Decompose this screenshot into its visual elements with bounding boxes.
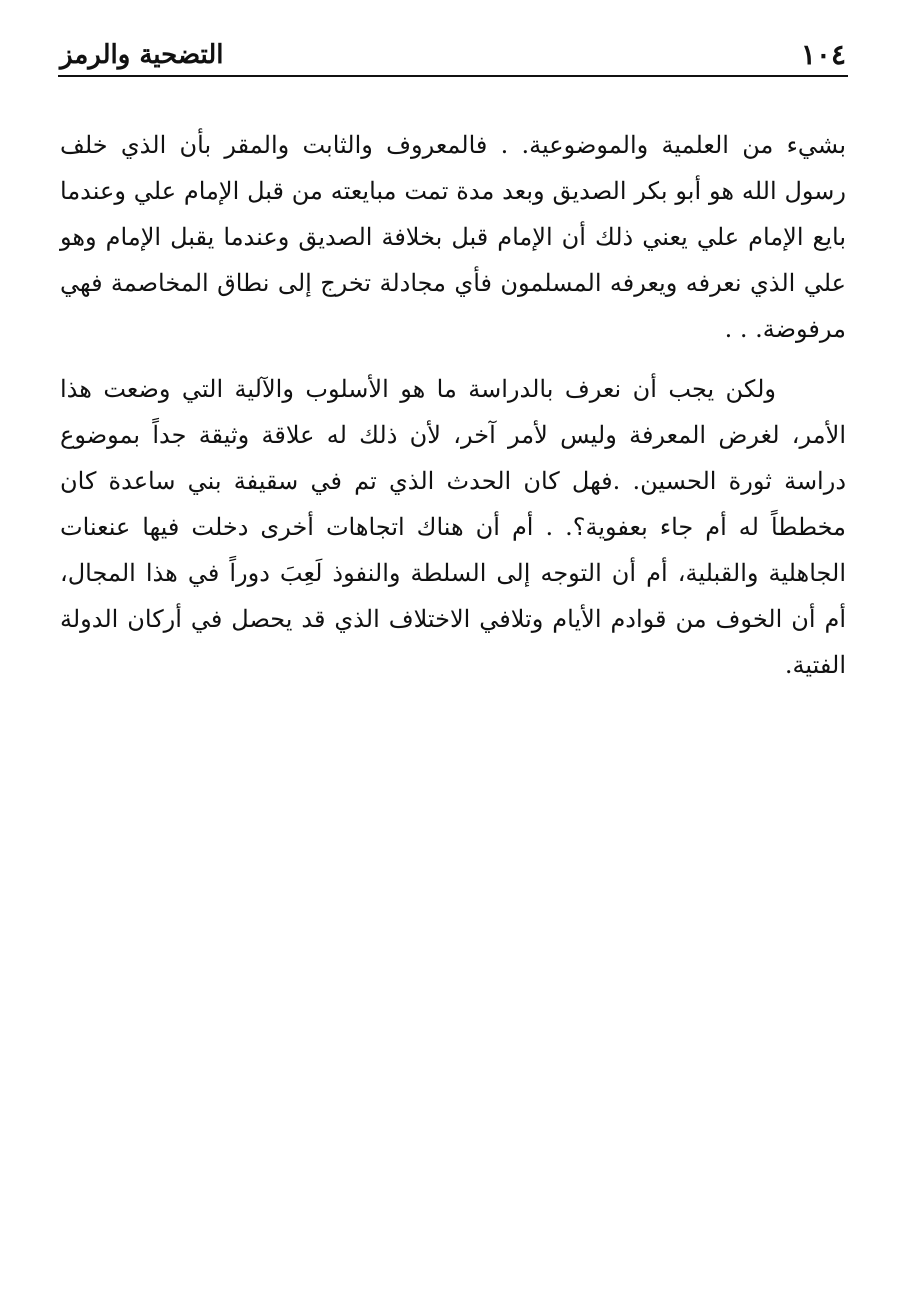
paragraph-1: بشيء من العلمية والموضوعية. . فالمعروف والثابت والمقر بأن الذي خلف رسول الله هو أبو بكر الصديق وبعد مدة تمت مبايعته من قبل الإمام علي وعندما بايع الإمام علي يعني ذلك أن الإمام قبل بخلافة الصديق وعندما يقبل الإمام وهو علي الذي نعرفه ويعرفه المسلمون فأي مجادلة تخرج إلى نطاق المخاصمة فهي مرفوضة. . . bbox=[60, 131, 846, 343]
body-text bbox=[60, 122, 846, 688]
running-title: التضحية والرمز bbox=[60, 40, 224, 70]
page-number: ١٠٤ bbox=[800, 38, 846, 71]
header-rule bbox=[58, 75, 848, 77]
running-header bbox=[60, 30, 846, 72]
paragraph-2: ولكن يجب أن نعرف بالدراسة ما هو الأسلوب والآلية التي وضعت هذا الأمر، لغرض المعرفة وليس لأمر آخر، لأن ذلك له علاقة وثيقة جداً بموضوع دراسة ثورة الحسين. .فهل كان الحدث الذي تم في سقيفة بني ساعدة كان مخططاً له أم جاء بعفوية؟. . أم أن هناك اتجاهات أخرى دخلت فيها عنعنات الجاهلية والقبلية، أم أن التوجه إلى السلطة والنفوذ لَعِبَ دوراً في هذا المجال، أم أن الخوف من قوادم الأيام وتلافي الاختلاف الذي قد يحصل في أركان الدولة الفتية. bbox=[60, 375, 846, 679]
